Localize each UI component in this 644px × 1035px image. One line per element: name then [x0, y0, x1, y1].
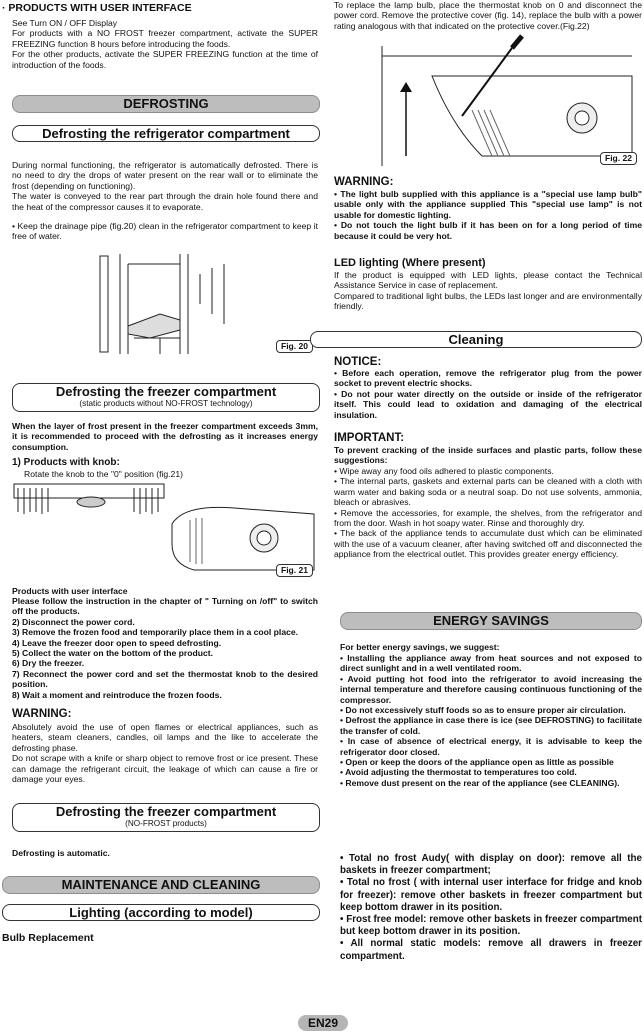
- energy-item: • Do not excessively stuff foods so as to ensure proper air circulation.: [340, 705, 626, 716]
- energy-model-item: • Frost free model: remove other baskets in freezer compartment but keep bottom drawer in its position.: [340, 914, 642, 938]
- fig20-drawing: [100, 254, 240, 354]
- defrosting-bar: DEFROSTING: [12, 95, 320, 113]
- knob-heading: 1) Products with knob:: [12, 457, 120, 468]
- warning-line: • Do not touch the light bulb if it has been on for a long period of time because it could be very hot.: [334, 220, 642, 241]
- nofrost-defrost-title: [12, 803, 320, 832]
- left-warning-text: [12, 722, 318, 784]
- important-item: • Remove the accessories, for example, the shelves, from the refrigerator and from the door. Wash in hot soapy water. Rinse and thoroughly dry.: [334, 507, 642, 529]
- defrost-steps: [12, 596, 318, 700]
- knob-text: Rotate the knob to the "0" position (fig.21): [24, 469, 183, 479]
- notice-line: • Before each operation, remove the refrigerator plug from the power socket to prevent electric shocks.: [334, 368, 642, 389]
- bulb-text: To replace the lamp bulb, place the thermostat knob on 0 and disconnect the power cord. Remove the protective cover (fig. 14), replace the bulb with a power rating analogous with that indicated on the protective cover.(Fig.22): [334, 0, 642, 31]
- important-intro: To prevent cracking of the inside surfaces and plastic parts, follow these suggestions:: [334, 445, 642, 466]
- step-item: 6) Dry the freezer.: [12, 658, 85, 669]
- cleaning-title: Cleaning: [310, 331, 642, 348]
- led-text: [334, 270, 642, 312]
- freezer-subtitle: (static products without NO-FROST technology): [79, 399, 253, 408]
- right-warning-text: [334, 189, 642, 241]
- fridge-para2: The water is conveyed to the rear part through the drain hole found there and the heat of the compressor causes it to evaporate.: [12, 191, 318, 212]
- energy-model-item: • All normal static models: remove all drawers in freezer compartment.: [340, 938, 642, 962]
- fig21-drawing: [14, 484, 314, 574]
- step-item: 5) Collect the water on the bottom of the product.: [12, 648, 213, 659]
- warning-line: Do not scrape with a knife or sharp object to remove frost or ice present. These can damage the refrigerant circuit, the leakage of which can cause a fire or damage your eyes.: [12, 753, 318, 785]
- step-item: Please follow the instruction in the chapter of " Turning on /off" to switch off the products.: [12, 596, 318, 617]
- energy-item: • Avoid putting hot food into the refrigerator to avoid increasing the internal temperature and therefore causing continuous functioning of the compressor.: [340, 673, 642, 705]
- energy-intro: For better energy savings, we suggest:: [340, 642, 500, 652]
- maintenance-bar: MAINTENANCE AND CLEANING: [2, 876, 320, 894]
- left-warning-title: WARNING:: [12, 708, 72, 720]
- energy-item: • Installing the appliance away from heat sources and not exposed to direct sunlight and in a well ventilated room.: [340, 653, 642, 674]
- led-line: If the product is equipped with LED lights, please contact the Technical Assistance Service in case of replacement.: [334, 270, 642, 291]
- ui-text: [12, 18, 318, 70]
- freezer-title-text: Defrosting the freezer compartment: [55, 384, 277, 399]
- nofrost-subtitle: (NO-FROST products): [125, 819, 207, 828]
- step-item: 3) Remove the frozen food and temporarily place them in a cool place.: [12, 627, 299, 638]
- freezer-intro: When the layer of frost present in the freezer compartment exceeds 3mm, it is recommended to proceed with the defrosting as it increases energy consumption.: [12, 421, 318, 452]
- important-title: IMPORTANT:: [334, 432, 405, 444]
- important-item: • Wipe away any food oils adhered to plastic components.: [334, 466, 554, 476]
- important-item: • The back of the appliance tends to accumulate dust which can be eliminated with the use of a vacuum cleaner, after having switched off and disconnected the appliance from the electrical outlet. This provides greater energy efficiency.: [334, 528, 642, 560]
- energy-list: [340, 653, 642, 788]
- energy-item: • Open or keep the doors of the appliance open as little as possible: [340, 757, 614, 768]
- nofrost-text: Defrosting is automatic.: [12, 848, 110, 858]
- fig22-label: Fig. 22: [600, 152, 637, 165]
- step-item: 7) Reconnect the power cord and set the thermostat knob to the desired position.: [12, 668, 318, 690]
- led-line: Compared to traditional light bulbs, the LEDs last longer and are environmentally friendly.: [334, 290, 642, 312]
- notice-text: [334, 368, 642, 420]
- notice-title: NOTICE:: [334, 356, 382, 368]
- page-number: EN29: [298, 1015, 348, 1031]
- important-list: [334, 466, 642, 560]
- ui-line: See Turn ON / OFF Display: [12, 18, 118, 28]
- ui-heading: · PRODUCTS WITH USER INTERFACE: [2, 2, 192, 14]
- ui-products-heading: Products with user interface: [12, 586, 128, 596]
- warning-line: • The light bulb supplied with this appliance is a "special use lamp bulb" usable only with the appliance supplied This "special use lamp" is not usable for domestic lighting.: [334, 189, 642, 220]
- step-item: 8) Wait a moment and reintroduce the frozen foods.: [12, 689, 222, 700]
- energy-item: • Remove dust present on the rear of the appliance (see CLEANING).: [340, 777, 620, 788]
- energy-model-item: • Total no frost Audy( with display on door): remove all the baskets in freezer compartment;: [340, 853, 642, 877]
- nofrost-title-text: Defrosting the freezer compartment: [55, 804, 277, 819]
- step-item: 4) Leave the freezer door open to speed defrosting.: [12, 637, 222, 648]
- fridge-para: During normal functioning, the refrigerator is automatically defrosted. There is no need to dry the drops of water present on the rear wall or to eliminate the frost (depending on functioning).: [12, 160, 318, 191]
- fridge-defrost-title: Defrosting the refrigerator compartment: [12, 125, 320, 142]
- ui-line: For products with a NO FROST freezer compartment, activate the SUPER FREEZING function 8 hours before introducing the foods.: [12, 28, 318, 49]
- warning-line: Absolutely avoid the use of open flames or electrical appliances, such as heaters, steam cleaners, candles, oil lamps and the like to accelerate the defrosting phase.: [12, 722, 318, 753]
- fridge-defrost-text: [12, 160, 318, 242]
- led-title: LED lighting (Where present): [334, 257, 486, 269]
- energy-item: • Avoid adjusting the thermostat to temperatures too cold.: [340, 767, 577, 778]
- energy-savings-bar: ENERGY SAVINGS: [340, 612, 642, 630]
- step-item: 2) Disconnect the power cord.: [12, 616, 135, 627]
- important-item: • The internal parts, gaskets and external parts can be cleaned with a cloth with warm water and baking soda or a neutral soap. Do not use solvents, ammonia, bleach or abrasives.: [334, 476, 642, 508]
- ui-line: For the other products, activate the SUPER FREEZING function at the time of introduction of the foods.: [12, 49, 318, 70]
- bulb-heading: Bulb Replacement: [2, 932, 94, 944]
- energy-item: • Defrost the appliance in case there is ice (see DEFROSTING) to facilitate the transfer of cold.: [340, 715, 642, 736]
- fig20-label: Fig. 20: [276, 340, 313, 353]
- lighting-title: Lighting (according to model): [2, 904, 320, 921]
- fig22-drawing: [372, 46, 632, 166]
- energy-item: • In case of absence of electrical energy, it is advisable to keep the refrigerator door closed.: [340, 736, 642, 757]
- right-warning-title: WARNING:: [334, 176, 394, 188]
- fridge-drain: • Keep the drainage pipe (fig.20) clean in the refrigerator compartment to keep it free of water.: [12, 221, 318, 242]
- freezer-defrost-title: [12, 383, 320, 412]
- fig21-label: Fig. 21: [276, 564, 313, 577]
- energy-model-list: [340, 853, 642, 963]
- notice-line: • Do not pour water directly on the outside or inside of the refrigerator itself. This could lead to oxidation and damaging of the electrical insulation.: [334, 388, 642, 420]
- energy-model-item: • Total no frost ( with internal user interface for fridge and knob for freezer): remove other baskets in freezer compartment but keep bottom drawer in its position.: [340, 877, 642, 913]
